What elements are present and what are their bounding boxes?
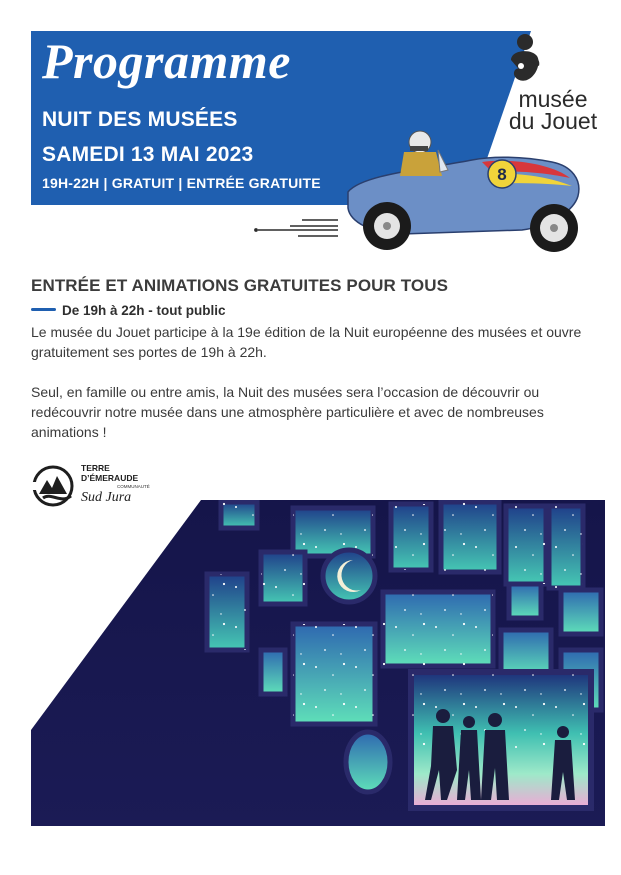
event-info: 19H-22H | GRATUIT | ENTRÉE GRATUITE xyxy=(42,175,321,191)
section-heading: ENTRÉE ET ANIMATIONS GRATUITES POUR TOUS xyxy=(31,276,449,295)
page-title: Programme xyxy=(42,33,291,89)
toy-figure-icon xyxy=(497,30,609,88)
logo-line-1: musée xyxy=(518,86,588,112)
partner-line-3: COMMUNAUTÉ xyxy=(117,484,150,489)
front-wheel xyxy=(363,202,411,250)
moon-frame xyxy=(323,550,375,602)
speed-lines xyxy=(255,220,338,236)
toy-race-car-illustration xyxy=(252,130,592,255)
logo-line-2: du Jouet xyxy=(508,108,598,134)
subheading-text: De 19h à 22h - tout public xyxy=(62,303,226,318)
paragraph-2: Seul, en famille ou entre amis, la Nuit des musées sera l’occasion de découvrir ou redécouvrir notre musée dans une atmosphère particulière et avec de nombreuses animations ! xyxy=(31,384,544,440)
partner-line-4: Sud Jura xyxy=(81,490,132,505)
paragraph-1: Le musée du Jouet participe à la 19e édition de la Nuit européenne des musées et ouvre gratuitement ses portes de 19h à 22h. xyxy=(31,324,582,360)
car-number: 8 xyxy=(497,165,507,184)
night-gallery-illustration xyxy=(31,500,605,826)
partner-line-1: TERRE xyxy=(81,463,110,473)
event-date: SAMEDI 13 MAI 2023 xyxy=(42,143,254,166)
partner-line-2: D’ÉMERAUDE xyxy=(81,473,139,483)
logo-text xyxy=(497,88,609,132)
event-name: NUIT DES MUSÉES xyxy=(42,108,238,131)
accent-dash xyxy=(31,308,56,311)
musee-du-jouet-logo xyxy=(497,30,609,142)
rear-wheel xyxy=(530,204,578,252)
section-subheading xyxy=(31,303,226,318)
